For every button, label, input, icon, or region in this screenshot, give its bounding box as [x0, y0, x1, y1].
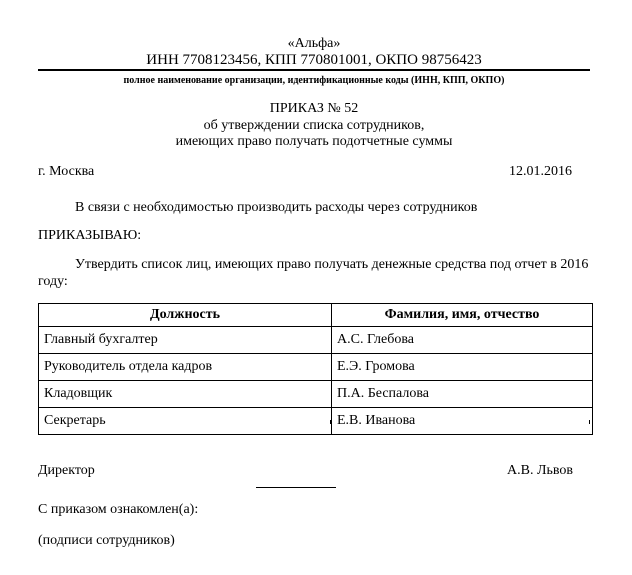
signature-line: [256, 487, 336, 488]
city-date-row: [38, 164, 590, 180]
table-header-row: [39, 304, 593, 327]
order-keyword: ПРИКАЗЫВАЮ:: [38, 228, 142, 243]
column-header-fullname: Фамилия, имя, отчество: [332, 304, 593, 327]
column-header-position: Должность: [39, 304, 332, 327]
table-row: [39, 327, 593, 354]
fullname-cell: А.С. Глебова: [332, 327, 593, 354]
header-caption: полное наименование организации, идентификационные коды (ИНН, КПП, ОКПО): [123, 75, 505, 86]
fullname-cell: Е.В. Иванова: [332, 408, 593, 435]
order-clause-paragraph: Утвердить список лиц, имеющих право получать денежные средства под отчет в 2016 году:: [38, 257, 589, 289]
position-cell: Главный бухгалтер: [39, 327, 332, 354]
fullname-cell: П.А. Беспалова: [332, 381, 593, 408]
document-subtitle-line1: об утверждении списка сотрудников,: [203, 118, 425, 133]
organization-name: «Альфа»: [287, 36, 341, 51]
document-title: ПРИКАЗ № 52: [269, 101, 359, 116]
signatory-name: А.В. Львов: [507, 463, 573, 478]
signatory-role: Директор: [38, 463, 95, 478]
fullname-cell: Е.Э. Громова: [332, 354, 593, 381]
organization-codes: ИНН 7708123456, КПП 770801001, ОКПО 98756423: [146, 52, 482, 68]
document-subtitle-line2: имеющих право получать подотчетные суммы: [175, 134, 453, 149]
document-content: [38, 0, 590, 575]
preamble-paragraph: В связи с необходимостью производить расходы через сотрудников: [75, 200, 478, 215]
table-cutoff-stub: [38, 420, 590, 424]
position-cell: Руководитель отдела кадров: [39, 354, 332, 381]
header-rule: [38, 69, 590, 71]
employees-table: [38, 303, 593, 435]
position-cell: Кладовщик: [39, 381, 332, 408]
document-date: 12.01.2016: [509, 164, 572, 179]
city-label: г. Москва: [38, 164, 95, 179]
table-row: [39, 381, 593, 408]
signature-row: [38, 463, 590, 479]
signatures-note: (подписи сотрудников): [38, 533, 175, 548]
position-cell: Секретарь: [39, 408, 332, 435]
table-row: [39, 354, 593, 381]
acknowledgement-label: С приказом ознакомлен(а):: [38, 502, 199, 517]
